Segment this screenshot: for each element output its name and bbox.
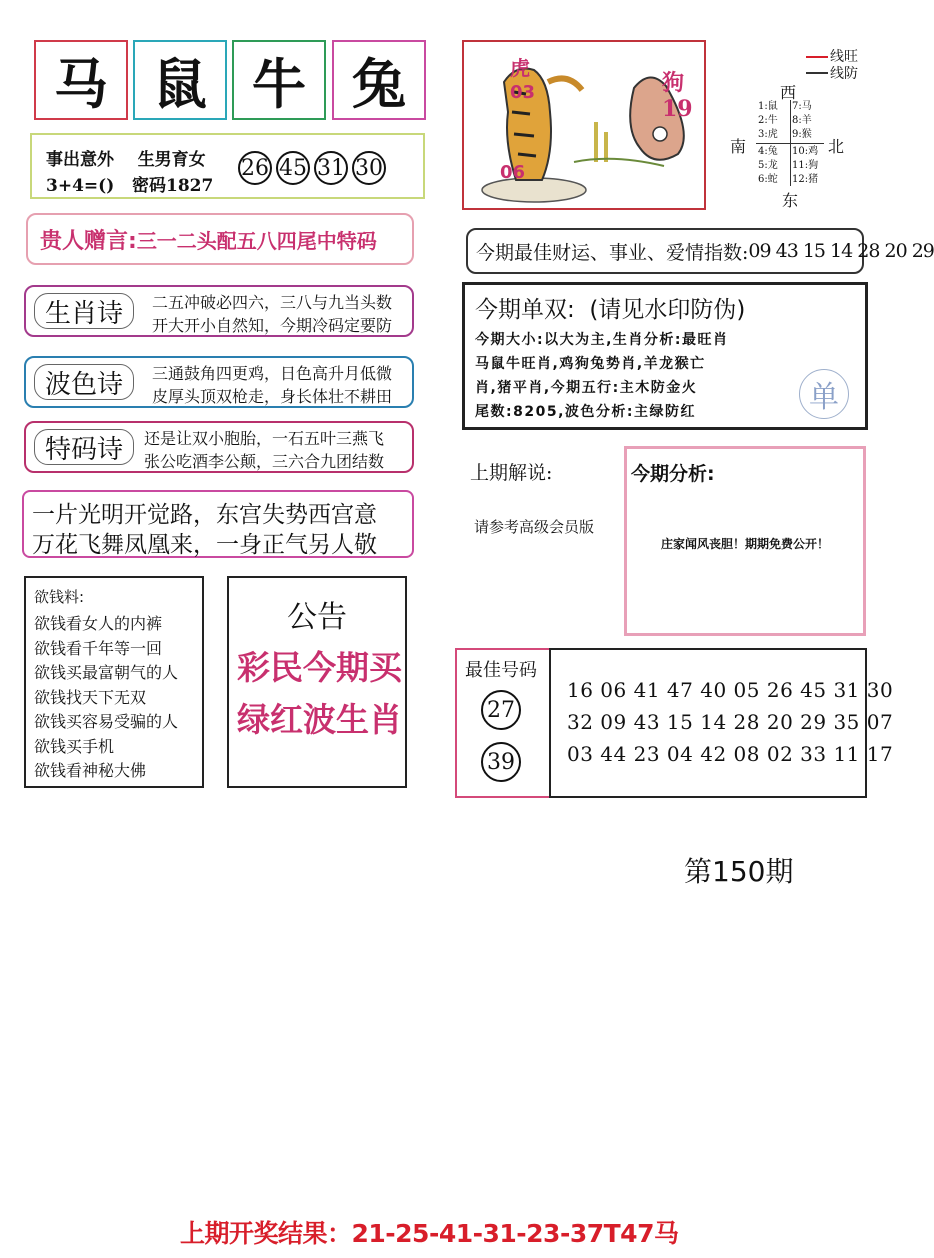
poem-line: 开大开小自然知，今期冷码定要防 — [152, 316, 393, 335]
danshuang-stamp: 单 — [799, 369, 849, 419]
list-item: 欲钱找天下无双 — [34, 687, 147, 707]
zodiac-index: 12:猪 — [792, 174, 819, 185]
best-balls-box — [455, 648, 549, 798]
zodiac-index: 1:鼠 — [758, 101, 778, 112]
info-line1 — [46, 145, 206, 170]
number-ball: 26 — [238, 151, 272, 185]
tiger-number: 03 — [510, 82, 536, 103]
poem-tag: 生肖诗 — [34, 293, 134, 329]
list-item: 欲钱看女人的内裤 — [34, 614, 163, 633]
zodiac-char: 马 — [54, 51, 108, 116]
danshuang-line: 尾数:8205,波色分析:主绿防红 — [475, 404, 696, 420]
danshuang-note: (请见水印防伪) — [589, 297, 746, 323]
direction-north: 北 — [828, 137, 845, 156]
number-ball: 30 — [352, 151, 386, 185]
best-ball: 27 — [481, 690, 521, 730]
compass-grid — [756, 100, 824, 186]
info-text: 生男育女 — [137, 150, 206, 170]
poem-line: 还是让双小胞胎，一石五叶三燕飞 — [144, 429, 385, 448]
zodiac-index: 8:羊 — [792, 115, 812, 126]
tiger-label: 虎 — [510, 56, 530, 80]
analysis-text: 庄家闻风丧胆！期期免费公开！ — [660, 537, 829, 551]
yuqian-title: 欲钱料: — [34, 588, 85, 606]
direction-east: 东 — [782, 191, 799, 210]
zodiac-index: 10:鸡 — [792, 146, 819, 157]
info-text: 3+4=() — [46, 176, 115, 196]
index-numbers: 09 43 15 14 28 20 29 — [748, 240, 934, 262]
zodiac-index: 4:兔 — [758, 146, 778, 157]
info-balls — [238, 151, 390, 185]
direction-south: 南 — [730, 137, 747, 156]
gift-box — [26, 213, 414, 265]
list-item: 欲钱买手机 — [34, 736, 115, 756]
info-text: 密码1827 — [132, 176, 214, 196]
index-label: 今期最佳财运、事业、爱情指数: — [476, 241, 749, 264]
legend-text: 线防 — [830, 66, 858, 82]
grid-v-line — [790, 100, 791, 186]
dog-label: 狗 — [662, 70, 685, 96]
zodiac-char: 兔 — [352, 51, 406, 116]
legend-red-line — [806, 56, 828, 58]
analysis-title: 今期分析: — [631, 463, 715, 485]
couplet-line: 一片光明开觉路，东宫失势西宫意 — [32, 502, 377, 528]
best-title: 最佳号码 — [465, 660, 537, 681]
last-result: 上期开奖结果：21-25-41-31-23-37T47马 — [180, 1219, 679, 1248]
zodiac-box-2 — [133, 40, 227, 120]
danshuang-title: 今期单双: — [475, 297, 575, 323]
zodiac-index: 7:马 — [792, 101, 812, 112]
best-numbers-box — [549, 648, 894, 798]
analysis-box — [624, 446, 866, 636]
poem-box-zodiac — [24, 285, 414, 337]
danshuang-line: 肖,猪平肖,今期五行:主木防金火 — [475, 380, 698, 396]
poem-tag: 波色诗 — [34, 364, 134, 400]
compass-left-top — [758, 100, 778, 142]
legend-black-line — [806, 72, 828, 74]
compass-right-bottom — [792, 145, 818, 187]
gift-label: 贵人赠言: — [40, 228, 137, 254]
notice-line: 绿红波生肖 — [237, 700, 402, 739]
zodiac-index: 11:狗 — [792, 160, 819, 171]
list-item: 欲钱买容易受骗的人 — [34, 712, 179, 731]
number-row: 32 09 43 15 14 28 20 29 35 07 — [567, 710, 894, 734]
list-item: 欲钱看千年等一回 — [34, 638, 163, 658]
poem-box-wave — [24, 356, 414, 408]
couplet-line: 万花飞舞凤凰来，一身正气另人敬 — [32, 532, 377, 558]
danshuang-line: 马鼠牛旺肖,鸡狗兔势肖,羊龙猴亡 — [475, 356, 706, 372]
index-box — [466, 228, 934, 274]
poem-line: 张公吃酒李公颠，三六合九团结数 — [144, 452, 385, 471]
gift-text: 三一二头配五八四尾中特码 — [136, 228, 377, 253]
zodiac-char: 牛 — [252, 51, 306, 116]
number-ball: 45 — [276, 151, 310, 185]
zodiac-char: 鼠 — [153, 51, 207, 116]
compass-left-bottom — [758, 145, 778, 187]
danshuang-line: 今期大小:以大为主,生肖分析:最旺肖 — [475, 332, 729, 348]
last-explain-text: 请参考高级会员版 — [474, 518, 595, 536]
zodiac-index: 9:猴 — [792, 129, 812, 140]
compass-right-top — [792, 100, 812, 142]
number-ball: 31 — [314, 151, 348, 185]
yuqian-list — [34, 612, 178, 784]
yuqian-box — [24, 576, 204, 788]
zodiac-box-3 — [232, 40, 326, 120]
info-line2 — [46, 171, 213, 196]
zodiac-index: 5:龙 — [758, 160, 778, 171]
poem-line: 二五冲破必四六，三八与九当头数 — [152, 293, 393, 312]
zodiac-box-1 — [34, 40, 128, 120]
list-item: 欲钱看神秘大佛 — [34, 761, 147, 780]
best-ball: 39 — [481, 742, 521, 782]
zodiac-index: 3:虎 — [758, 129, 778, 140]
issue-number: 第150期 — [684, 855, 794, 888]
legend-text: 线旺 — [830, 49, 858, 65]
zodiac-index: 2:牛 — [758, 115, 778, 126]
poem-box-special — [24, 421, 414, 473]
info-box — [30, 133, 425, 199]
last-explain-title: 上期解说: — [470, 462, 553, 484]
zodiac-picture — [462, 40, 706, 210]
tiger-number: 06 — [500, 162, 526, 183]
zodiac-index: 6:蛇 — [758, 174, 778, 185]
danshuang-box — [462, 282, 868, 430]
dog-number: 19 — [662, 96, 693, 122]
compass-panel — [728, 44, 888, 214]
poem-line: 皮厚头顶双枪走，身长体壮不耕田 — [152, 387, 393, 406]
poem-tag: 特码诗 — [34, 429, 134, 465]
number-row: 16 06 41 47 40 05 26 45 31 30 — [567, 678, 894, 702]
number-row: 03 44 23 04 42 08 02 33 11 17 — [567, 742, 894, 766]
couplet-box — [22, 490, 414, 558]
list-item: 欲钱买最富朝气的人 — [34, 663, 179, 682]
danshuang-header — [475, 291, 745, 324]
notice-title: 公告 — [287, 600, 347, 635]
info-text: 事出意外 — [46, 150, 114, 170]
notice-line: 彩民今期买 — [237, 648, 402, 687]
direction-west: 西 — [780, 83, 797, 102]
poem-line: 三通鼓角四更鸡，日色高升月低微 — [152, 364, 393, 383]
notice-box — [227, 576, 407, 788]
zodiac-box-4 — [332, 40, 426, 120]
